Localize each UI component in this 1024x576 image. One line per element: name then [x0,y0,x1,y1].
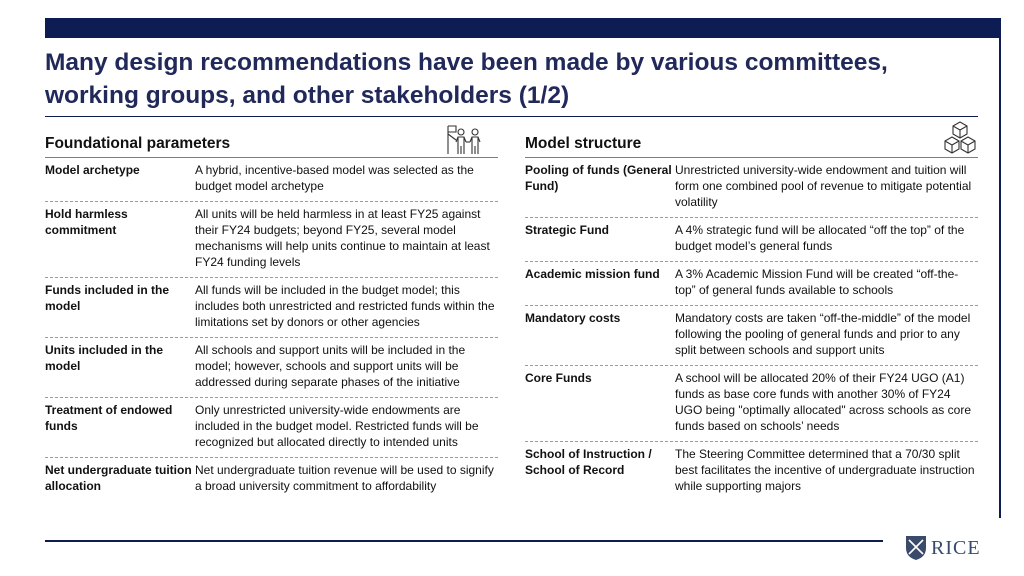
row-label: Units included in the model [45,343,164,373]
row-description: Net undergraduate tuition revenue will be used to signify a broad university commitment to affordability [195,463,494,493]
footer-divider [45,540,883,542]
page-title: Many design recommendations have been made by various committees, working groups, and other stakeholders (1/2) [45,49,888,109]
row-label: Hold harmless commitment [45,207,128,237]
row-description: The Steering Committee determined that a 70/30 split best facilitates the incentive of undergraduate instruction while supporting majors [675,447,975,493]
section-heading-text: Model structure [525,135,642,152]
section-heading [45,130,498,158]
row-description: Unrestricted university-wide endowment and tuition will form one combined pool of revenue to mitigate potential volatility [675,163,972,209]
row-description: All funds will be included in the budget model; this includes both unrestricted and restricted funds within the limitations set by donors or other agencies [195,283,495,329]
shield-icon [905,535,927,561]
row-label: Pooling of funds (General Fund) [525,163,672,193]
table-row [45,398,498,458]
table-row [45,458,498,501]
table-row [45,338,498,398]
row-description: A hybrid, incentive-based model was selected as the budget model archetype [195,163,474,193]
section-heading [525,130,978,158]
row-label: Treatment of endowed funds [45,403,173,433]
row-label: Core Funds [525,371,592,385]
top-banner-bar [45,18,1001,38]
row-description: A 3% Academic Mission Fund will be created “off-the-top” of general funds available to schools [675,267,959,297]
row-label: Mandatory costs [525,311,621,325]
row-label: Funds included in the model [45,283,169,313]
rice-logo [905,535,981,561]
row-label: School of Instruction / School of Record [525,447,652,477]
cubes-icon [942,120,978,156]
row-description: Only unrestricted university-wide endowments are included in the budget model. Restricted funds will be recognized but allocated directly to intended units [195,403,479,449]
section-heading-text: Foundational parameters [45,135,231,152]
row-label: Net undergraduate tuition allocation [45,463,192,493]
title-divider [45,116,978,117]
row-label: Strategic Fund [525,223,610,237]
row-label: Model archetype [45,163,140,177]
table-row [525,442,978,501]
table-row [45,158,498,202]
row-label: Academic mission fund [525,267,660,281]
table-row [45,278,498,338]
row-description: A school will be allocated 20% of their FY24 UGO (A1) funds as base core funds with another 30% of FY24 UGO being "optimally allocated" across schools as core funds based on schools’ needs [675,371,971,433]
table-row [45,202,498,278]
right-border-line [999,38,1001,518]
table-row [525,366,978,442]
table-row [525,306,978,366]
model-structure-section [525,130,978,501]
logo-text: RICE [931,536,981,559]
table-row [525,218,978,262]
row-description: Mandatory costs are taken “off-the-middle” of the model following the pooling of general funds and prior to any split between schools and support units [675,311,971,357]
foundational-parameters-section [45,130,498,501]
table-row [525,158,978,218]
table-row [525,262,978,306]
people-flag-icon [444,124,484,156]
row-description: All units will be held harmless in at least FY25 against their FY24 budgets; beyond FY25, several model mechanisms will help units continue to maintain at least FY24 funding levels [195,207,490,269]
row-description: All schools and support units will be included in the model; however, schools and support units will be addressed during separate phases of the initiative [195,343,466,389]
row-description: A 4% strategic fund will be allocated “off the top” of the budget model’s general funds [675,223,965,253]
